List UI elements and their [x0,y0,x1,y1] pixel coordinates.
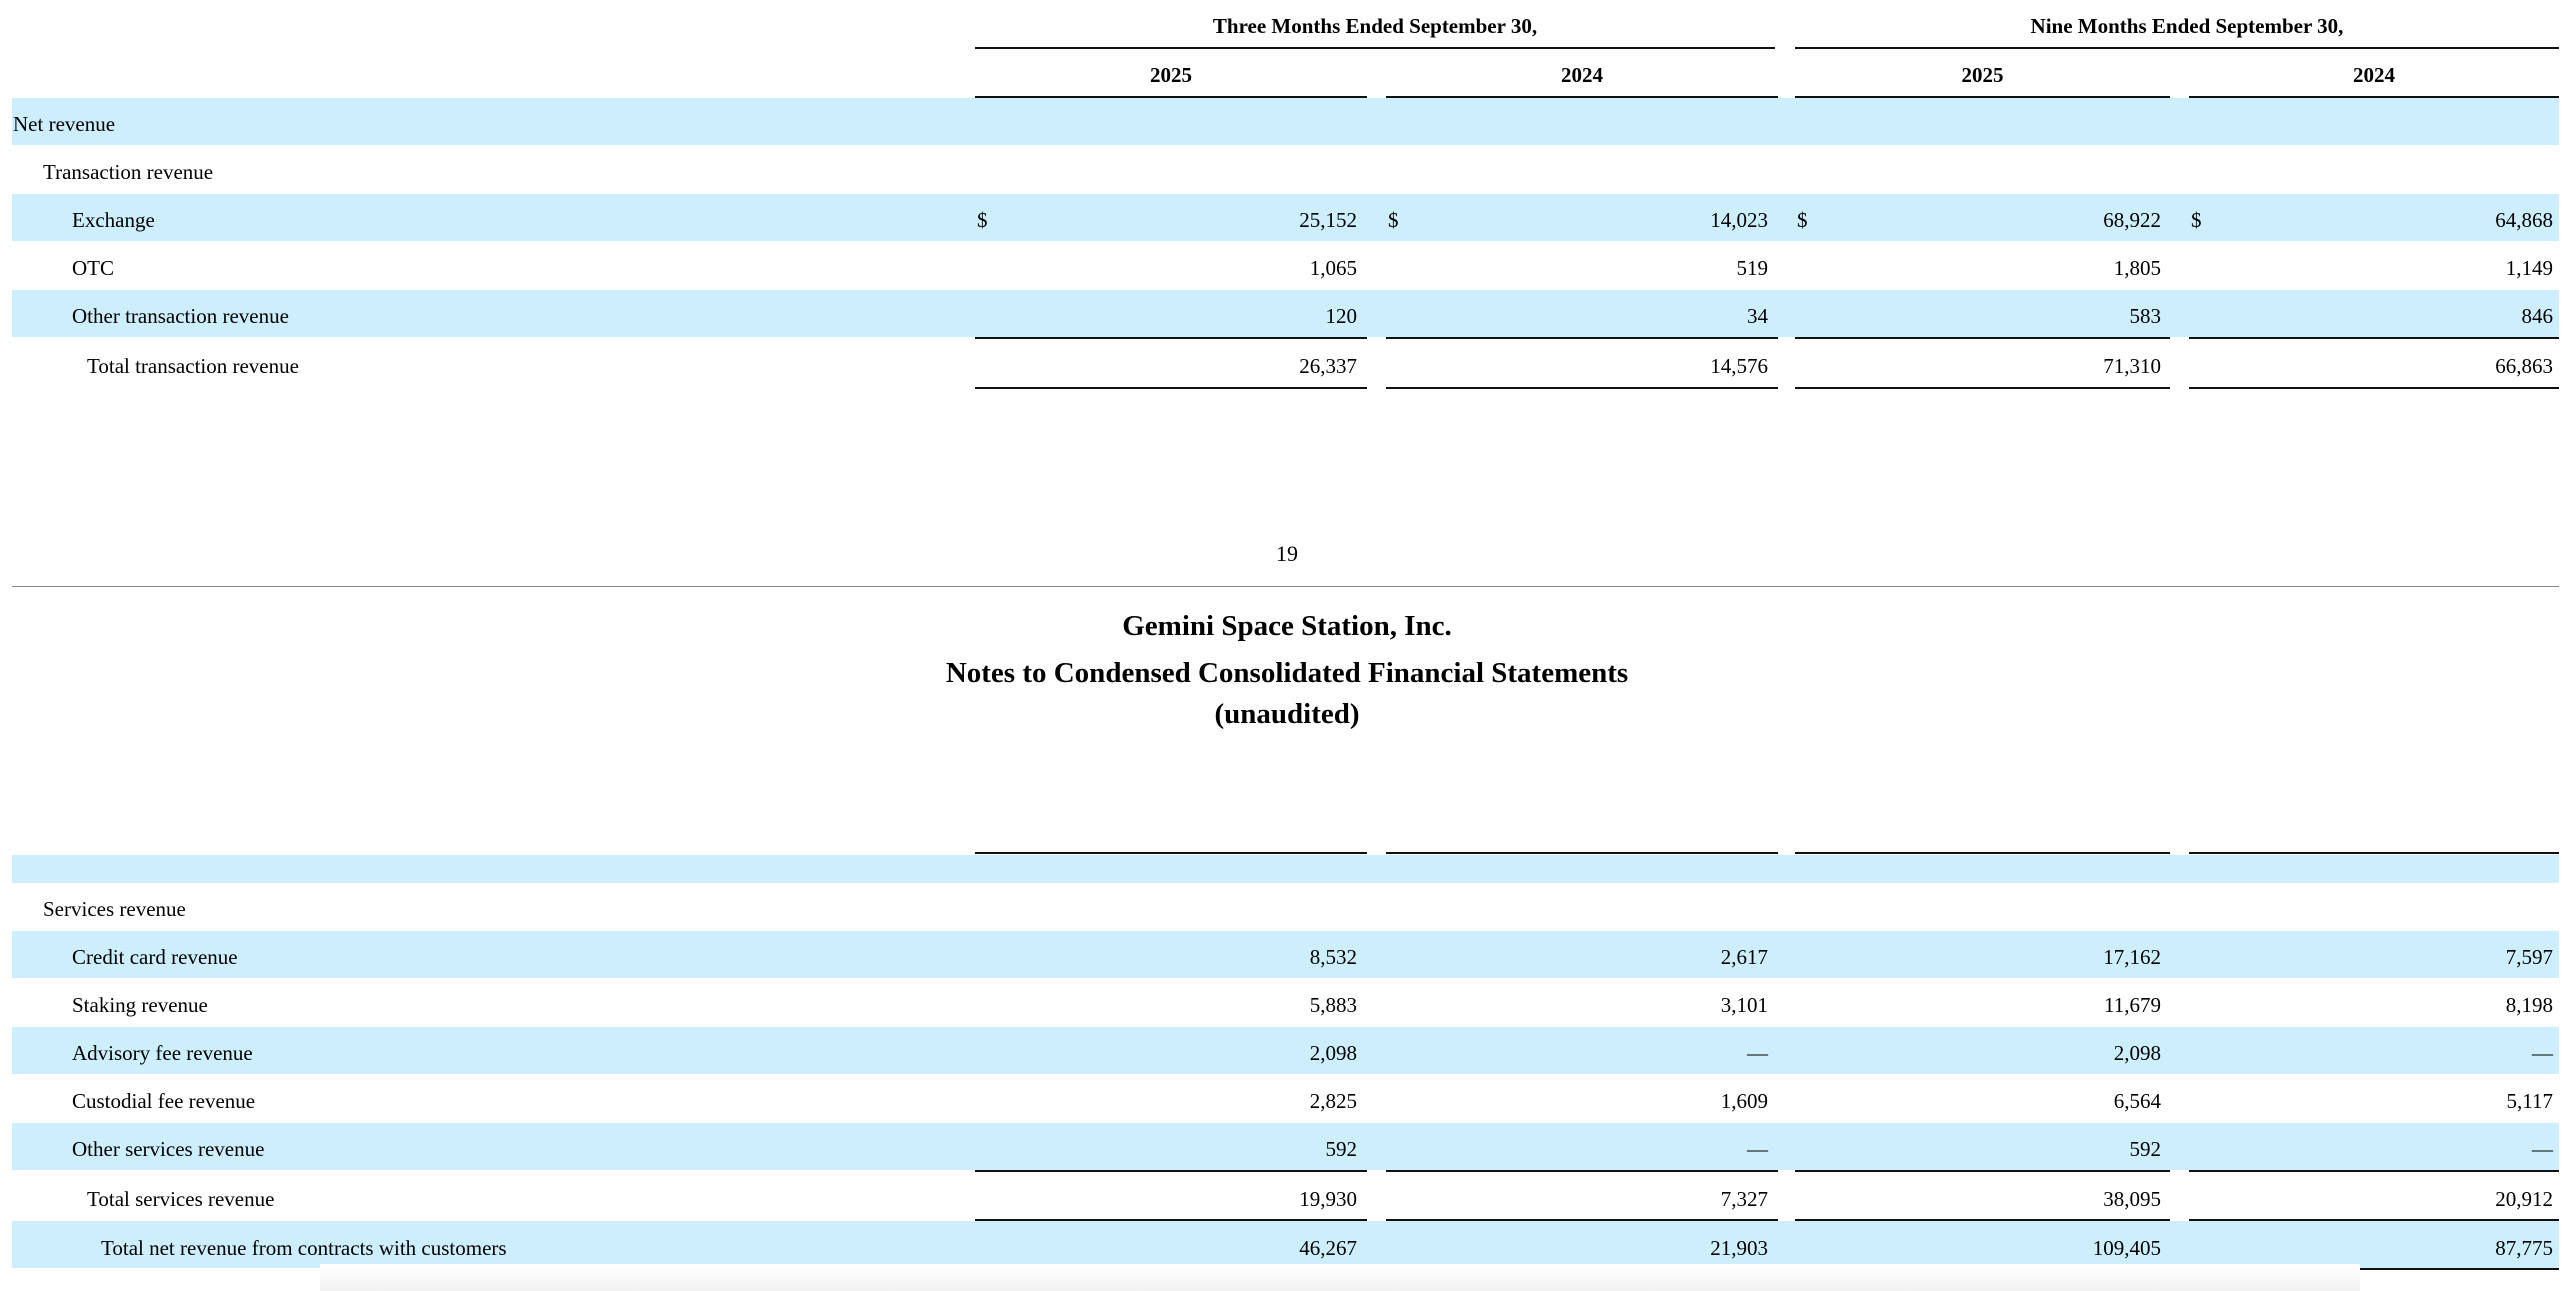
cell-value: 38,095 [2103,1187,2161,1211]
company-name: Gemini Space Station, Inc. [1122,610,1452,642]
year-rule [1795,96,2170,98]
total-rule [975,1170,1367,1172]
year-rule [975,852,1367,854]
row-label: Advisory fee revenue [72,1041,253,1065]
cell-value: 14,023 [1710,208,1768,232]
bottom-shadow [320,1264,2360,1291]
row-label-total: Total services revenue [87,1187,275,1211]
cell-value: 7,327 [1720,1187,1768,1211]
total-rule [1386,387,1778,389]
row-label: Exchange [72,208,155,232]
cell-value: — [2532,1137,2553,1161]
cell-value: 583 [2129,304,2161,328]
year-header: 2025 [1961,63,2004,87]
cell-value: 11,679 [2104,993,2161,1017]
cell-value: 26,337 [1299,354,1357,378]
cell-value: 1,065 [1309,256,1357,280]
year-rule [1386,96,1778,98]
total-rule [2189,387,2559,389]
total-rule [975,387,1367,389]
header-three-months: Three Months Ended September 30, [1212,14,1538,38]
unaudited-label: (unaudited) [1214,698,1360,730]
cell-value: — [1747,1137,1768,1161]
cell-value: 8,532 [1309,945,1357,969]
total-rule [1386,1219,1778,1221]
cell-value: 19,930 [1299,1187,1357,1211]
cell-value: 2,825 [1309,1089,1357,1113]
cell-value: — [1747,1041,1768,1065]
cell-value: 120 [1325,304,1357,328]
cell-value: 1,609 [1720,1089,1768,1113]
cell-value: 34 [1747,304,1768,328]
header-nine-months: Nine Months Ended September 30, [2030,14,2344,38]
total-rule [1795,1170,2170,1172]
row-band [12,855,2559,883]
statement-title: Notes to Condensed Consolidated Financial Statements [945,657,1629,689]
row-label-transaction-revenue: Transaction revenue [43,160,214,184]
row-label-total: Total transaction revenue [87,354,299,378]
total-rule [2189,1219,2559,1221]
total-rule [2189,1170,2559,1172]
row-label-services-revenue: Services revenue [43,897,186,921]
cell-value: 87,775 [2495,1236,2553,1260]
total-rule [1386,337,1778,339]
total-rule [975,337,1367,339]
cell-value: 519 [1736,256,1768,280]
row-label-net-revenue: Net revenue [13,112,116,136]
cell-value: 6,564 [2113,1089,2161,1113]
cell-value: 2,098 [2113,1041,2161,1065]
cell-value: 846 [2521,304,2553,328]
cell-value: 2,617 [1720,945,1768,969]
cell-value: 5,117 [2506,1089,2553,1113]
cell-value: 5,883 [1309,993,1357,1017]
year-rule [2189,96,2559,98]
cell-value: 17,162 [2103,945,2161,969]
dollar-sign: $ [2191,208,2202,232]
header-rule [1795,47,2559,49]
row-label-grand-total: Total net revenue from contracts with customers [101,1236,507,1260]
total-rule [975,1219,1367,1221]
cell-value: 3,101 [1720,993,1768,1017]
page-divider [12,586,2559,587]
year-header: 2024 [2353,63,2395,87]
dollar-sign: $ [1388,208,1399,232]
total-rule [1795,337,2170,339]
cell-value: 20,912 [2495,1187,2553,1211]
cell-value: 66,863 [2495,354,2553,378]
header-rule [975,47,1775,49]
year-header: 2025 [1150,63,1192,87]
year-rule [1795,852,2170,854]
row-band [12,98,2559,145]
cell-value: 64,868 [2495,208,2553,232]
year-header: 2024 [1561,63,1603,87]
total-rule [2189,337,2559,339]
cell-value: 71,310 [2103,354,2161,378]
cell-value: 25,152 [1299,208,1357,232]
page-number: 19 [1276,541,1298,566]
cell-value: 21,903 [1710,1236,1768,1260]
cell-value: — [2532,1041,2553,1065]
cell-value: 46,267 [1299,1236,1357,1260]
cell-value: 2,098 [1309,1041,1357,1065]
cell-value: 592 [2129,1137,2161,1161]
row-label: OTC [72,256,114,280]
dollar-sign: $ [1797,208,1808,232]
cell-value: 1,149 [2505,256,2553,280]
row-label: Staking revenue [72,993,208,1017]
cell-value: 109,405 [2092,1236,2161,1260]
cell-value: 68,922 [2103,208,2161,232]
row-label: Other services revenue [72,1137,265,1161]
cell-value: 14,576 [1710,354,1768,378]
cell-value: 8,198 [2505,993,2553,1017]
year-rule [2189,852,2559,854]
total-rule [1795,1219,2170,1221]
row-label: Credit card revenue [72,945,238,969]
row-label: Other transaction revenue [72,304,289,328]
year-rule [975,96,1367,98]
dollar-sign: $ [977,208,988,232]
cell-value: 1,805 [2113,256,2161,280]
cell-value: 592 [1325,1137,1357,1161]
total-rule [1386,1170,1778,1172]
year-rule [1386,852,1778,854]
row-label: Custodial fee revenue [72,1089,256,1113]
total-rule [1795,387,2170,389]
cell-value: 7,597 [2505,945,2553,969]
